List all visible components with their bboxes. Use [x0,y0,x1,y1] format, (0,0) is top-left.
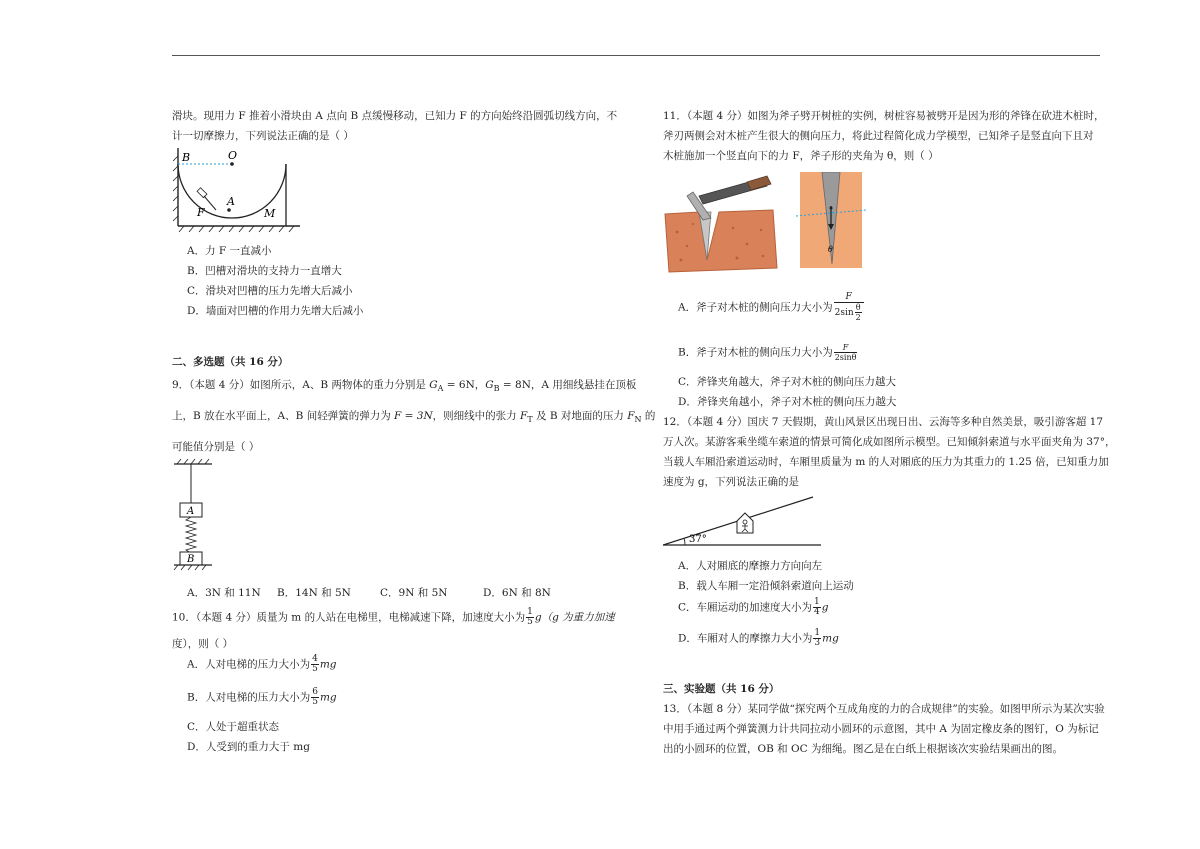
section-heading-experiment: 三、实验题（共 16 分） [663,683,780,695]
q10-option-d: D．人受到的重力大于 mg [187,741,310,753]
q11-wedge-figure [796,172,866,272]
q9-option-a: A．3N 和 11N [187,587,261,599]
q11-text-line1: 11．（本题 4 分）如图为斧子劈开树桩的实例，树桩容易被劈开是因为形的斧锋在砍进木桩时， [663,110,1105,122]
q9-figure [172,456,214,571]
q13-text-line3: 出的小圆环的位置，OB 和 OC 为细绳。图乙是在白纸上根据该次实验结果画出的图。 [663,743,1063,755]
q11-text-line2: 斧刃两侧会对木桩产生很大的侧向压力，将此过程简化成力学模型，已知斧子是竖直向下且对 [663,130,1094,142]
q10-text-line2: 度），则（ ） [172,638,234,650]
q9-label-A: A [187,506,195,517]
q8-option-d: D．墙面对凹槽的作用力先增大后减小 [187,305,364,317]
q13-text-line2: 中用手通过两个弹簧测力计共同拉动小圆环的示意图，其中 A 为固定橡皮条的图钉，O 为标记 [663,723,1099,735]
q8-text-line2: 计一切摩擦力，下列说法正确的是（ ） [172,130,354,142]
q13-text-line1: 13．（本题 8 分）某同学做“探究两个互成角度的力的合成规律”的实验。如图甲所示为某次实验 [663,703,1105,715]
q12-option-d: D．车厢对人的摩擦力大小为 $\frac{1}{3}$ mg [678,628,839,648]
q8-label-F: F [197,206,205,219]
q8-text-line1: 滑块。现用力 F 推着小滑块由 A 点向 B 点缓慢移动，已知力 F 的方向始终沿圆弧切线方向，不 [172,110,618,122]
svg-text:θ: θ [828,245,833,254]
q10-option-c: C．人处于超重状态 [187,721,280,733]
q9-option-b: B．14N 和 5N [277,587,351,599]
q8-label-A: A [227,195,235,208]
q8-option-c: C．滑块对凹槽的压力先增大后减小 [187,285,353,297]
q11-option-c: C．斧锋夹角越大，斧子对木桩的侧向压力越大 [678,376,897,388]
q10-option-a: A．人对电梯的压力大小为 $\frac{4}{5}$ mg [187,654,337,674]
q12-text-line2: 万人次。某游客乘坐缆车索道的情景可简化成如图所示模型。已知倾斜索道与水平面夹角为 37°， [663,436,1116,448]
header-rule [172,55,1100,56]
q9-label-B: B [187,554,195,565]
q8-option-b: B．凹槽对滑块的支持力一直增大 [187,265,342,277]
q11-axe-stump-figure [663,172,781,280]
q11-text-line3: 木桩施加一个竖直向下的力 F，斧子形的夹角为 θ，则（ ） [663,150,939,162]
q8-figure [172,146,304,234]
q11-option-d: D．斧锋夹角越小，斧子对木桩的侧向压力越大 [678,396,897,408]
q10-text-line1: 10．（本题 4 分）质量为 m 的人站在电梯里，电梯减速下降，加速度大小为 $\frac{1}{5}$ g（g 为重力加速 [172,607,615,627]
q9-option-d: D．6N 和 8N [483,587,551,599]
q11-option-b: B．斧子对木桩的侧向压力大小为 $\frac{F}{2\sin\theta}$ [678,343,857,362]
q12-option-a: A．人对厢底的摩擦力方向向左 [678,560,823,572]
q12-text-line1: 12．（本题 4 分）国庆 7 天假期，黄山风景区出现日出、云海等多种自然美景，吸引游客超 17 [663,416,1104,428]
q9-text-line2: 上，B 放在水平面上，A、B 间轻弹簧的弹力为 F = 3N，则细线中的张力 $F_T$ 及 B 对地面的压力 $F_N$ 的 [172,410,656,425]
q12-text-line4: 速度为 g，下列说法正确的是 [663,476,800,488]
q9-option-c: C．9N 和 5N [380,587,448,599]
q12-option-c: C．车厢运动的加速度大小为 $\frac{1}{4}$ g [678,597,829,617]
q9-text-line3: 可能值分别是（ ） [172,441,260,453]
q10-option-b: B．人对电梯的压力大小为 $\frac{6}{5}$ mg [187,687,337,707]
q8-label-O: O [228,149,238,162]
q9-text-line1: 9．（本题 4 分）如图所示，A、B 两物体的重力分别是 $G_A = 6N$，$G_B = 8N$，A 用细线悬挂在顶板 [172,379,637,394]
q8-label-B: B [182,151,191,164]
q12-option-b: B．载人车厢一定沿倾斜索道向上运动 [678,580,854,592]
section-heading-multi: 二、多选题（共 16 分） [172,356,289,368]
q12-angle-label: 37° [689,534,707,545]
q8-label-M: M [264,207,276,220]
q8-option-a: A．力 F 一直减小 [187,245,272,257]
q12-incline-figure [663,495,823,547]
q12-text-line3: 当载人车厢沿索道运动时，车厢里质量为 m 的人对厢底的压力为其重力的 1.25 倍，已知重力加 [663,456,1109,468]
q11-option-a: A．斧子对木桩的侧向压力大小为 F 2sin $\frac{\theta}{2}$ [678,293,865,322]
